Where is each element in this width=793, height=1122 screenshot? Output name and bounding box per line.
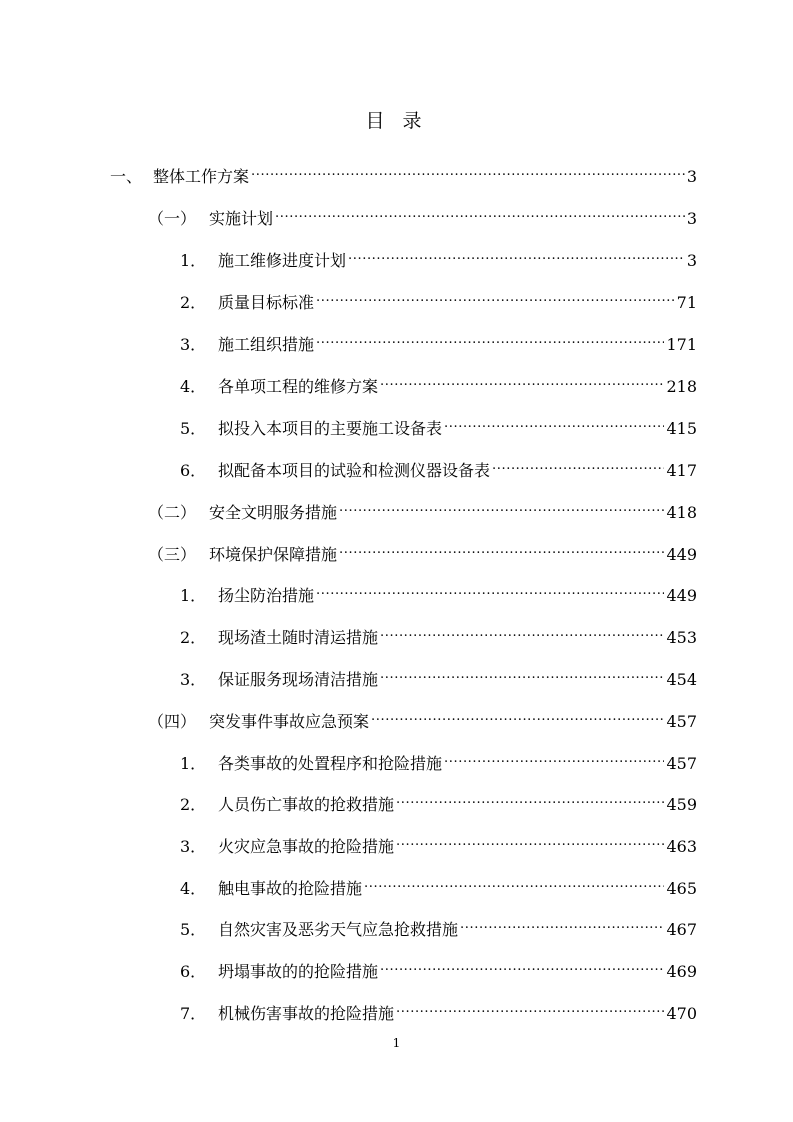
toc-entry[interactable] <box>180 870 697 898</box>
toc-entry-text: 保证服务现场清洁措施 <box>218 670 379 689</box>
toc-entry[interactable] <box>180 242 697 270</box>
toc-entry[interactable] <box>180 995 697 1023</box>
toc-entry-page: 71 <box>676 293 697 312</box>
toc-entry-number: 5． <box>180 920 207 939</box>
toc-entry-number: 5． <box>180 419 207 438</box>
toc-entry-text: 环境保护保障措施 <box>209 545 338 564</box>
toc-entry[interactable] <box>180 661 697 689</box>
toc-entry-text: 现场渣土随时清运措施 <box>218 628 379 647</box>
toc-entry-number: 3． <box>180 837 207 856</box>
toc-entry-text: 整体工作方案 <box>153 167 250 186</box>
toc-entry[interactable] <box>110 158 697 186</box>
toc-entry-number: 2． <box>180 795 207 814</box>
toc-entry-number: 3． <box>180 335 207 354</box>
toc-entry[interactable] <box>148 703 697 731</box>
toc-entry[interactable] <box>180 953 697 981</box>
toc-entry-number: （二） <box>148 503 197 522</box>
page-number: 1 <box>392 1036 401 1050</box>
toc-entry-number: 4． <box>180 879 207 898</box>
toc-entry-text: 火灾应急事故的抢险措施 <box>218 837 395 856</box>
toc-entry-number: 7． <box>180 1004 207 1023</box>
toc-entry-text: 自然灾害及恶劣天气应急抢救措施 <box>218 920 459 939</box>
toc-entry-text: 拟投入本项目的主要施工设备表 <box>218 419 443 438</box>
toc-dot-leader <box>364 870 664 894</box>
toc-entry-page: 218 <box>666 377 697 396</box>
toc-entry[interactable] <box>180 577 697 605</box>
toc-entry-page: 3 <box>686 251 697 270</box>
toc-entry[interactable] <box>180 828 697 856</box>
toc-dot-leader <box>316 577 664 601</box>
toc-dot-leader <box>371 703 664 727</box>
toc-entry-page: 457 <box>666 712 697 731</box>
toc-entry-text: 质量目标标准 <box>218 293 315 312</box>
toc-dot-leader <box>348 242 685 266</box>
toc-entry-page: 3 <box>686 209 697 228</box>
toc-entry-number: 3． <box>180 670 207 689</box>
toc-entry[interactable] <box>148 200 697 228</box>
toc-dot-leader <box>380 661 664 685</box>
toc-entry-page: 463 <box>666 837 697 856</box>
toc-entry-number: 6． <box>180 962 207 981</box>
toc-entry-text: 拟配备本项目的试验和检测仪器设备表 <box>218 461 491 480</box>
toc-entry-page: 457 <box>666 754 697 773</box>
toc-entry-page: 454 <box>666 670 697 689</box>
toc-entry-text: 安全文明服务措施 <box>209 503 338 522</box>
toc-entry[interactable] <box>180 745 697 773</box>
toc-entry-number: （一） <box>148 209 197 228</box>
toc-entry-text: 施工组织措施 <box>218 335 315 354</box>
toc-dot-leader <box>339 536 664 560</box>
toc-entry-text: 各单项工程的维修方案 <box>218 377 379 396</box>
toc-entry-number: （四） <box>148 712 197 731</box>
toc-title: 目 录 <box>365 110 428 132</box>
toc-entry-page: 415 <box>666 419 697 438</box>
toc-dot-leader <box>380 619 664 643</box>
toc-entry-page: 459 <box>666 795 697 814</box>
toc-entry-text: 触电事故的抢险措施 <box>218 879 363 898</box>
toc-dot-leader <box>316 326 664 350</box>
toc-entry[interactable] <box>180 368 697 396</box>
toc-dot-leader <box>396 786 664 810</box>
toc-entry[interactable] <box>180 619 697 647</box>
toc-entry[interactable] <box>148 536 697 564</box>
toc-entry-page: 449 <box>666 545 697 564</box>
toc-entry-number: 一、 <box>110 167 143 186</box>
toc-entry-page: 469 <box>666 962 697 981</box>
toc-dot-leader <box>251 158 685 182</box>
toc-entry-text: 施工维修进度计划 <box>218 251 347 270</box>
toc-entry-number: 2． <box>180 628 207 647</box>
toc-dot-leader <box>316 284 675 308</box>
toc-entry-text: 坍塌事故的的抢险措施 <box>218 962 379 981</box>
toc-entry-page: 3 <box>686 167 697 186</box>
toc-entry-text: 机械伤害事故的抢险措施 <box>218 1004 395 1023</box>
toc-dot-leader <box>380 368 664 392</box>
toc-dot-leader <box>339 494 664 518</box>
toc-dot-leader <box>396 828 664 852</box>
toc-entry-text: 突发事件事故应急预案 <box>209 712 370 731</box>
toc-entry-page: 470 <box>666 1004 697 1023</box>
toc-entry[interactable] <box>180 410 697 438</box>
toc-entry-page: 417 <box>666 461 697 480</box>
toc-entry-text: 扬尘防治措施 <box>218 586 315 605</box>
toc-entry-page: 467 <box>666 920 697 939</box>
toc-dot-leader <box>492 452 664 476</box>
toc-entry-number: 4． <box>180 377 207 396</box>
toc-entry-text: 各类事故的处置程序和抢险措施 <box>218 754 443 773</box>
toc-entry[interactable] <box>180 452 697 480</box>
toc-entry[interactable] <box>180 786 697 814</box>
toc-dot-leader <box>275 200 685 224</box>
toc-entry-number: 2． <box>180 293 207 312</box>
toc-entry-text: 实施计划 <box>209 209 274 228</box>
toc-entry-page: 171 <box>666 335 697 354</box>
toc-dot-leader <box>380 953 664 977</box>
toc-entry-number: 1． <box>180 586 207 605</box>
toc-entry[interactable] <box>148 494 697 522</box>
toc-entry[interactable] <box>180 911 697 939</box>
toc-dot-leader <box>460 911 664 935</box>
toc-entry[interactable] <box>180 284 697 312</box>
toc-entry-text: 人员伤亡事故的抢救措施 <box>218 795 395 814</box>
toc-entry-number: 6． <box>180 461 207 480</box>
toc-dot-leader <box>444 745 664 769</box>
toc-entry-page: 453 <box>666 628 697 647</box>
toc-entry-number: 1． <box>180 251 207 270</box>
toc-entry[interactable] <box>180 326 697 354</box>
toc-entry-page: 465 <box>666 879 697 898</box>
toc-entry-page: 418 <box>666 503 697 522</box>
toc-dot-leader <box>396 995 664 1019</box>
toc-entry-number: （三） <box>148 545 197 564</box>
toc-dot-leader <box>444 410 664 434</box>
toc-entry-page: 449 <box>666 586 697 605</box>
toc-entry-number: 1． <box>180 754 207 773</box>
